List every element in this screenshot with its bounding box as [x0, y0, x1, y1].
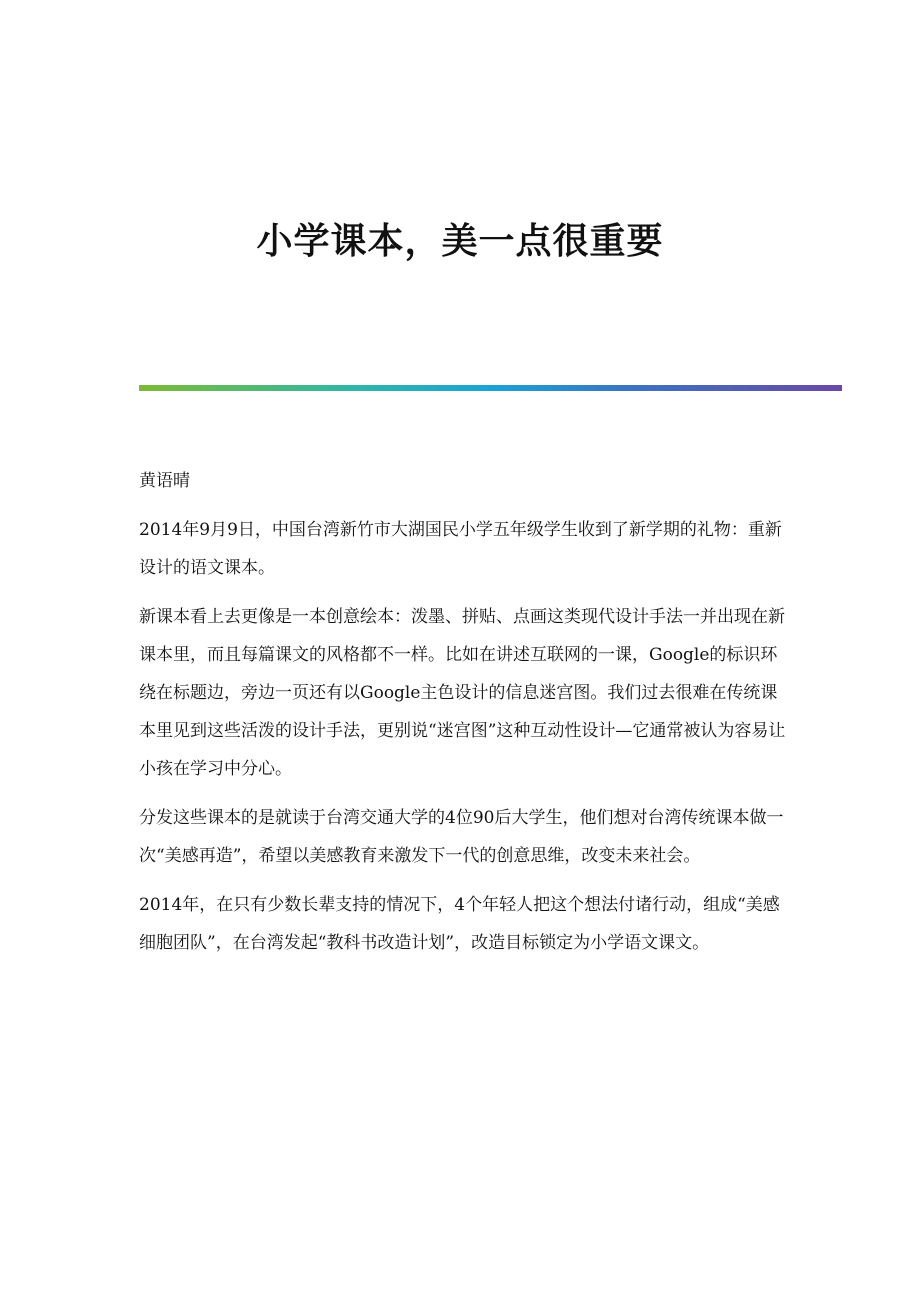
title-divider: [139, 385, 842, 391]
article-body: [139, 462, 787, 973]
author-name: 黄语晴: [139, 471, 190, 491]
paragraph: 2014年9月9日，中国台湾新竹市大湖国民小学五年级学生收到了新学期的礼物：重新设计的语文课本。: [139, 520, 782, 578]
paragraph: 新课本看上去更像是一本创意绘本：泼墨、拼贴、点画这类现代设计手法一并出现在新课本里，而且每篇课文的风格都不一样。比如在讲述互联网的一课，Google的标识环绕在标题边，旁边一页还有以Google主色设计的信息迷宫图。我们过去很难在传统课本里见到这些活泼的设计手法，更别说“迷宫图”这种互动性设计—它通常被认为容易让小孩在学习中分心。: [139, 607, 786, 779]
paragraph: 分发这些课本的是就读于台湾交通大学的4位90后大学生，他们想对台湾传统课本做一次“美感再造”，希望以美感教育来激发下一代的创意思维，改变未来社会。: [139, 808, 784, 866]
page-title: 小学课本，美一点很重要: [256, 220, 664, 262]
paragraph: 2014年，在只有少数长辈支持的情况下，4个年轻人把这个想法付诸行动，组成“美感细胞团队”，在台湾发起“教科书改造计划”，改造目标锁定为小学语文课文。: [139, 895, 780, 953]
